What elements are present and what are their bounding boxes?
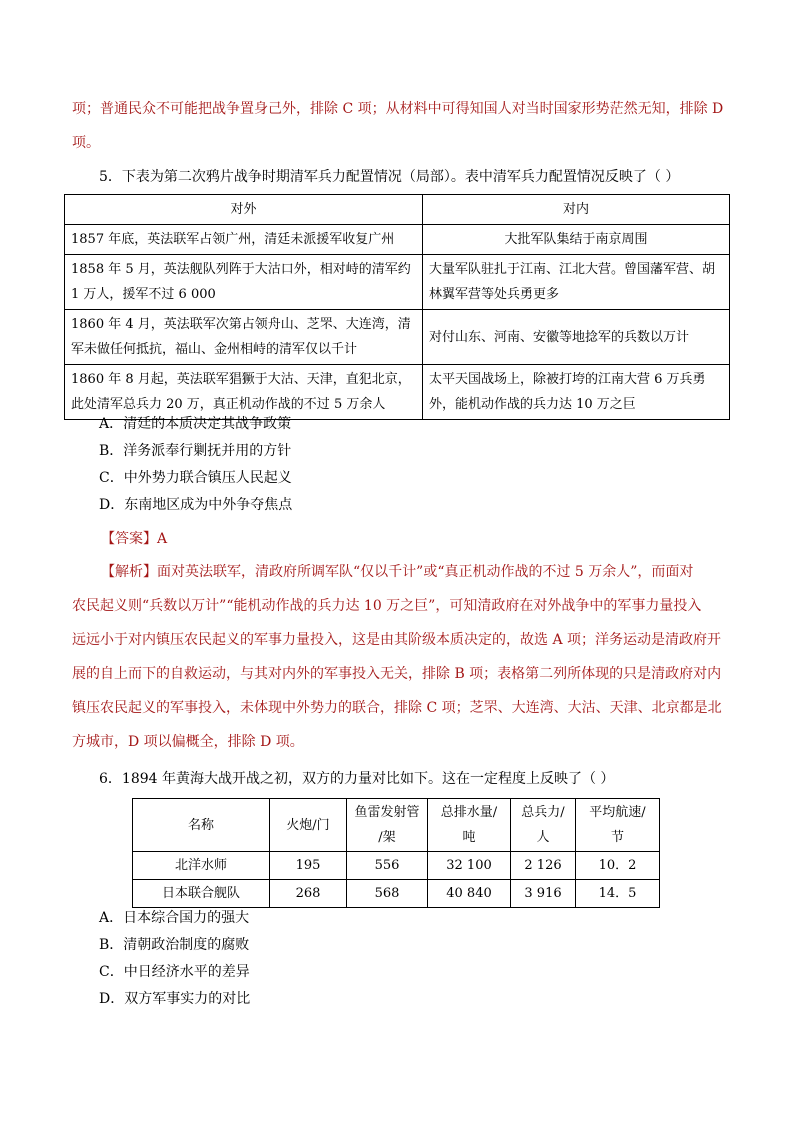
header-line: 平均航速/ — [589, 805, 646, 820]
table-cell: 北洋水师 — [133, 852, 270, 880]
q5-analysis-line-4: 展的自上而下的自救运动，与其对内外的军事投入无关，排除 B 项；表格第二列所体现的只是清政府对内 — [72, 666, 722, 682]
table-header-cell — [347, 799, 428, 852]
header-line: 吨 — [462, 830, 476, 845]
table-row — [65, 310, 730, 365]
table-cell: 10．2 — [576, 852, 660, 880]
table-header-cell: 对内 — [423, 195, 730, 225]
answer-tag: 【答案】 — [101, 531, 157, 547]
q6-option-a: A．日本综合国力的强大 — [99, 910, 250, 926]
table-cell: 日本联合舰队 — [133, 880, 270, 908]
table-header-cell: 火炮/门 — [270, 799, 347, 852]
q5-option-b: B．洋务派奉行剿抚并用的方针 — [99, 443, 292, 459]
table-header-cell: 对外 — [65, 195, 423, 225]
table-header-row — [65, 195, 730, 225]
table-cell: 大批军队集结于南京周围 — [423, 225, 730, 255]
table-header-cell — [511, 799, 576, 852]
table-cell: 1857 年底，英法联军占领广州，清廷未派援军收复广州 — [65, 225, 423, 255]
header-line: 总排水量/ — [440, 805, 498, 820]
q5-analysis-line-6: 方城市，D 项以偏概全，排除 D 项。 — [72, 734, 304, 750]
table-cell: 1858 年 5 月，英法舰队列阵于大沽口外，相对峙的清军约 1 万人，援军不过 6 000 — [65, 255, 423, 310]
analysis-tag: 【解析】 — [101, 564, 157, 580]
table-header-cell: 名称 — [133, 799, 270, 852]
table-cell: 3 916 — [511, 880, 576, 908]
q6-option-b: B．清朝政治制度的腐败 — [99, 937, 250, 953]
table-cell: 32 100 — [428, 852, 511, 880]
table-header-row — [133, 799, 660, 852]
table-cell: 14．5 — [576, 880, 660, 908]
q5-analysis-line-1 — [101, 562, 693, 582]
q6-option-d: D．双方军事实力的对比 — [99, 991, 251, 1007]
table-row — [65, 255, 730, 310]
answer-value: A — [157, 531, 168, 547]
header-line: /架 — [378, 830, 396, 845]
table-cell: 268 — [270, 880, 347, 908]
table-cell: 40 840 — [428, 880, 511, 908]
q5-option-d: D．东南地区成为中外争夺焦点 — [99, 497, 293, 513]
q5-analysis-line-5: 镇压农民起义的军事投入，未体现中外势力的联合，排除 C 项；芝罘、大连湾、大沽、天津、北京都是北 — [72, 700, 722, 716]
q6-stem: 6．1894 年黄海大战开战之初，双方的力量对比如下。这在一定程度上反映了（ ） — [99, 771, 615, 787]
table-row — [65, 365, 730, 420]
table-cell: 2 126 — [511, 852, 576, 880]
q5-stem: 5．下表为第二次鸦片战争时期清军兵力配置情况（局部）。表中清军兵力配置情况反映了（ ） — [99, 169, 680, 185]
table-cell: 太平天国战场上，除被打垮的江南大营 6 万兵勇外，能机动作战的兵力达 10 万之巨 — [423, 365, 730, 420]
intro-line-1: 项；普通民众不可能把战争置身己外，排除 C 项；从材料中可得知国人对当时国家形势茫然无知，排除 D — [72, 101, 724, 117]
header-line: 节 — [610, 830, 624, 845]
q5-answer — [101, 529, 167, 549]
table-cell: 568 — [347, 880, 428, 908]
table-header-cell — [576, 799, 660, 852]
q5-analysis-line-2: 农民起义则“兵数以万计”“能机动作战的兵力达 10 万之巨”，可知清政府在对外战争中的军事力量投入 — [72, 598, 702, 614]
header-line: 总兵力/ — [521, 805, 565, 820]
intro-line-2: 项。 — [72, 135, 100, 151]
q5-option-c: C．中外势力联合镇压人民起义 — [99, 470, 292, 486]
table-cell: 对付山东、河南、安徽等地捻军的兵数以万计 — [423, 310, 730, 365]
table-header-cell — [428, 799, 511, 852]
q5-option-a: A．清廷的本质决定其战争政策 — [99, 416, 292, 432]
table-row — [65, 225, 730, 255]
analysis-text: 面对英法联军，清政府所调军队“仅以千计”或“真正机动作战的不过 5 万余人”，而面对 — [157, 564, 694, 580]
q6-table — [132, 798, 660, 908]
table-row — [133, 880, 660, 908]
table-cell: 556 — [347, 852, 428, 880]
table-row — [133, 852, 660, 880]
header-line: 人 — [536, 830, 550, 845]
header-line: 鱼雷发射管 — [354, 805, 420, 820]
table-cell: 大量军队驻扎于江南、江北大营。曾国藩军营、胡林翼军营等处兵勇更多 — [423, 255, 730, 310]
q5-table — [64, 194, 730, 420]
table-cell: 1860 年 4 月，英法联军次第占领舟山、芝罘、大连湾，清军未做任何抵抗，福山、金州相峙的清军仅以千计 — [65, 310, 423, 365]
table-cell: 1860 年 8 月起，英法联军猖獗于大沽、天津，直犯北京，此处清军总兵力 20 万，真正机动作战的不过 5 万余人 — [65, 365, 423, 420]
q6-option-c: C．中日经济水平的差异 — [99, 964, 250, 980]
q5-analysis-line-3: 远远小于对内镇压农民起义的军事力量投入，这是由其阶级本质决定的，故选 A 项；洋务运动是清政府开 — [72, 632, 722, 648]
table-cell: 195 — [270, 852, 347, 880]
